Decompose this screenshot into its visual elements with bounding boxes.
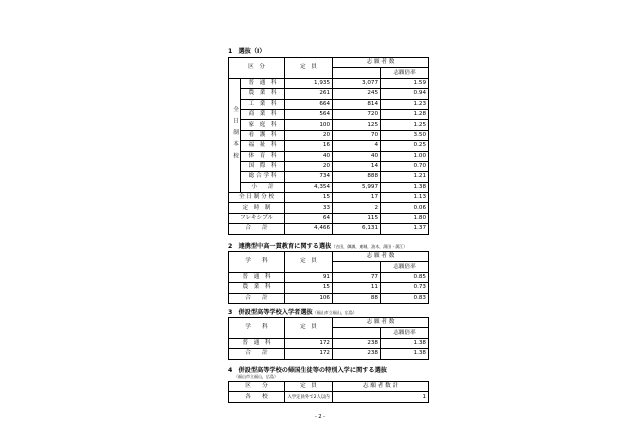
table-row: 国 際 科 20 14 0.70 — [229, 161, 429, 171]
table-row: 福 祉 科 16 4 0.25 — [229, 141, 429, 151]
header-teiin: 定 員 — [285, 382, 333, 392]
table-row: 総 合 学 科 734 888 1.21 — [229, 172, 429, 182]
header-bairitsu: 志願倍率 — [381, 328, 429, 338]
section1-table — [228, 57, 429, 235]
table-row: フレキシブル 64 115 1.80 — [229, 213, 429, 223]
header-teiin: 定 員 — [285, 252, 333, 273]
section2-note: （吉田，御調，東城，油木，湯田・蒲江） — [331, 244, 408, 249]
header-teiin: 定 員 — [285, 318, 333, 339]
section4-note: （福山市立福山，広島） — [234, 374, 278, 379]
table-row: 家 庭 科 100 125 1.25 — [229, 120, 429, 130]
table-row: 工 業 科 664 814 1.23 — [229, 99, 429, 109]
table-row: 商 業 科 564 720 1.28 — [229, 109, 429, 119]
page-number: - 2 - — [315, 414, 325, 420]
total-row: 合 計 172 238 1.38 — [229, 349, 429, 359]
header-bairitsu: 志願倍率 — [381, 68, 429, 78]
header-shigan: 志 願 者 数 — [333, 252, 429, 262]
side-label: 全日制本校 — [229, 78, 241, 192]
header-shigan: 志 願 者 数 — [333, 58, 429, 68]
table-row: 各 校 入学定員外で2人以内 1 — [229, 392, 429, 402]
header-gakka: 学 科 — [229, 318, 285, 339]
section2-title: 2 連携型中高一貫教育に関する選抜（吉田，御調，東城，油木，湯田・蒲江） — [228, 243, 408, 250]
table-row: 体 育 科 40 40 1.00 — [229, 151, 429, 161]
header-kubun: 区 分 — [229, 382, 285, 392]
table-row: 農 業 科 261 245 0.94 — [229, 89, 429, 99]
section1-title: 1 選抜（Ⅰ） — [228, 48, 266, 55]
subtotal-row: 小 計 4,354 5,997 1.38 — [229, 182, 429, 192]
table-row: 普 通 科 91 77 0.85 — [229, 272, 429, 282]
header-shigan: 志 願 者 数 — [333, 318, 429, 328]
section4-title: 4 併設型高等学校の帰国生徒等の特別入学に関する選抜 — [228, 367, 387, 374]
table-row: 全日制本校 普 通 科 1,935 3,077 1.59 — [229, 78, 429, 88]
header-teiin: 定 員 — [285, 58, 333, 79]
total-row: 合 計 106 88 0.83 — [229, 293, 429, 303]
header-shigan: 志 願 者 数 計 — [333, 382, 429, 392]
section3-table — [228, 317, 429, 360]
section3-title: 3 併設型高等学校入学者選抜（福山市立福山，広島） — [228, 309, 357, 316]
section3-note: （福山市立福山，広島） — [312, 310, 357, 315]
header-bairitsu: 志願倍率 — [381, 262, 429, 272]
total-row: 合 計 4,466 6,131 1.37 — [229, 224, 429, 234]
section4-table — [228, 381, 429, 403]
table-row: 定 時 制 33 2 0.06 — [229, 203, 429, 213]
table-row: 全 日 制 分 校 15 17 1.13 — [229, 193, 429, 203]
table-row: 看 護 科 20 70 3.50 — [229, 130, 429, 140]
table-row: 農 業 科 15 11 0.73 — [229, 283, 429, 293]
section2-table — [228, 251, 429, 304]
header-kubun: 区 分 — [229, 58, 285, 79]
header-gakka: 学 科 — [229, 252, 285, 273]
table-row: 普 通 科 172 238 1.38 — [229, 338, 429, 348]
